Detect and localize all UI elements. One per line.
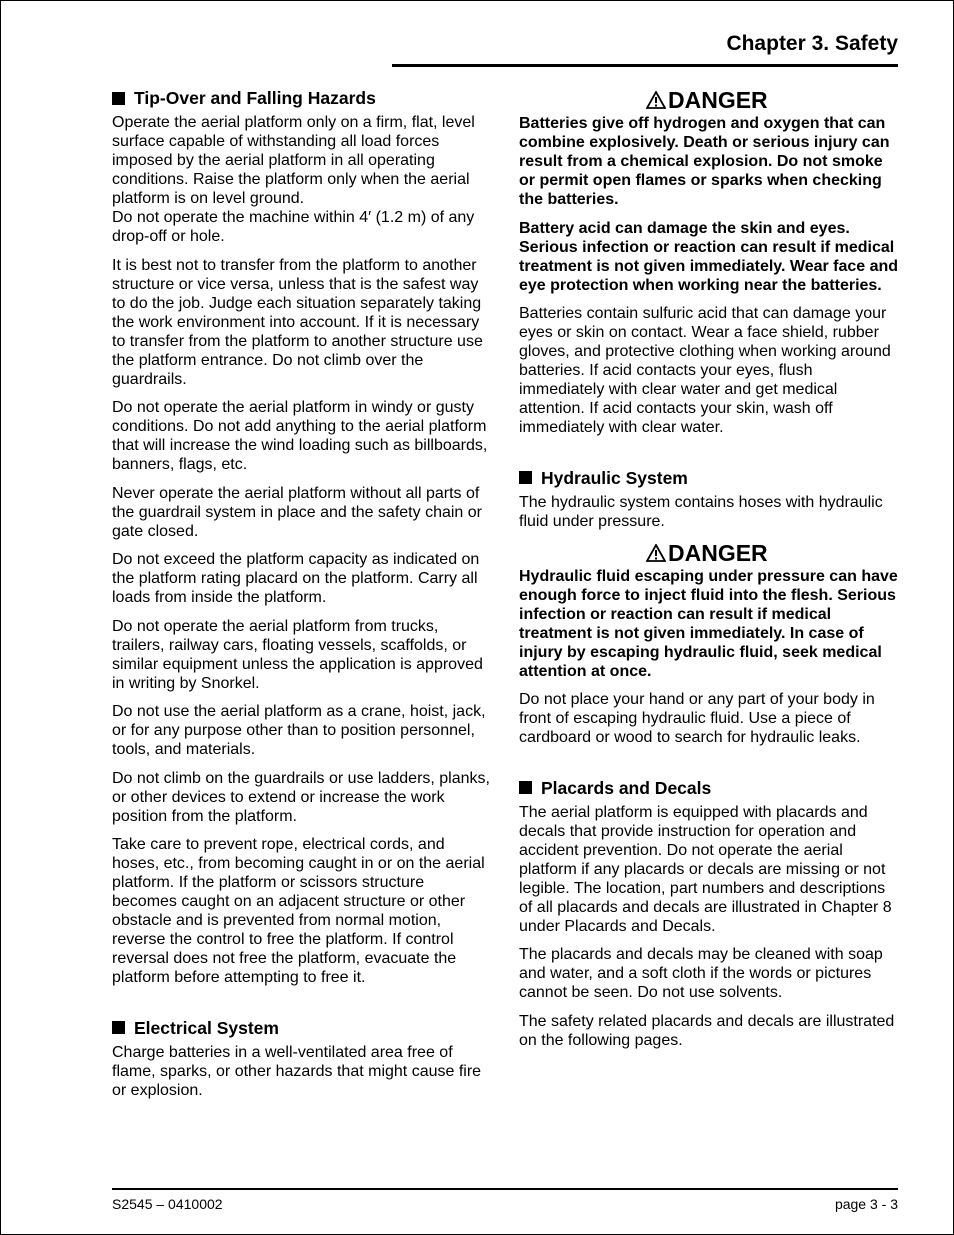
paragraph: The aerial platform is equipped with placards and decals that provide instruction for operation and accident prevention. Do not operate the aerial platform if any placards or decals are missing or not legible. The location, part numbers and descriptions of all placards and decals are illustrated in Chapter 8 under Placards and Decals. bbox=[519, 803, 892, 935]
section-heading-hydraulic: Hydraulic System bbox=[519, 468, 899, 488]
paragraph: The hydraulic system contains hoses with hydraulic fluid under pressure. bbox=[519, 493, 883, 530]
warning-triangle-icon bbox=[646, 544, 666, 562]
paragraph: The safety related placards and decals are illustrated on the following pages. bbox=[519, 1012, 895, 1049]
warning-triangle-icon bbox=[646, 91, 666, 109]
right-column bbox=[519, 88, 899, 1059]
danger-text: Hydraulic fluid escaping under pressure can have enough force to inject fluid into the flesh. Serious infection or reaction can result if medical treatment is not given immediately. In case of injury by escaping hydraulic fluid, seek medical attention at once. bbox=[519, 567, 898, 680]
section-heading-placards: Placards and Decals bbox=[519, 778, 899, 798]
paragraph: Do not operate the aerial platform from trucks, trailers, railway cars, floating vessels, scaffolds, or similar equipment unless the application is approved in writing by Snorkel. bbox=[112, 617, 483, 692]
paragraph: Batteries contain sulfuric acid that can damage your eyes or skin on contact. Wear a face shield, rubber gloves, and protective clothing when working around batteries. If acid contacts your eyes, flush immediately with clear water and get medical attention. If acid contacts your skin, wash off immediately with clear water. bbox=[519, 305, 891, 436]
square-bullet-icon bbox=[112, 92, 125, 105]
left-column bbox=[112, 88, 492, 1109]
paragraph: Never operate the aerial platform without all parts of the guardrail system in place and the safety chain or gate closed. bbox=[112, 484, 482, 540]
document-number: S2545 – 0410002 bbox=[112, 1196, 223, 1212]
danger-text: Batteries give off hydrogen and oxygen that can combine explosively. Death or serious injury can result from a chemical explosion. Do not smoke or permit open flames or sparks when checking the batteries. bbox=[519, 115, 890, 208]
paragraph: Operate the aerial platform only on a firm, flat, level surface capable of withstanding all load forces imposed by the aerial platform in all operating conditions. Raise the platform only when the aerial platform is on level ground. bbox=[112, 114, 475, 207]
paragraph: Do not climb on the guardrails or use ladders, planks, or other devices to extend or increase the work position from the platform. bbox=[112, 769, 490, 825]
chapter-title: Chapter 3. Safety bbox=[726, 32, 898, 55]
square-bullet-icon bbox=[519, 471, 532, 484]
square-bullet-icon bbox=[112, 1021, 125, 1034]
danger-heading: DANGER bbox=[646, 541, 899, 565]
danger-text: Battery acid can damage the skin and eyes. Serious infection or reaction can result if medical treatment is not given immediately. Wear face and eye protection when working near the batteries. bbox=[519, 219, 899, 294]
section-heading-electrical: Electrical System bbox=[112, 1018, 492, 1038]
paragraph: Do not exceed the platform capacity as indicated on the platform rating placard on the platform. Carry all loads from inside the platform. bbox=[112, 551, 480, 606]
paragraph: Do not operate the machine within 4′ (1.2 m) of any drop-off or hole. bbox=[112, 209, 475, 245]
paragraph: Do not operate the aerial platform in windy or gusty conditions. Do not add anything to the aerial platform that will increase the wind loading such as billboards, banners, flags, etc. bbox=[112, 399, 488, 473]
paragraph: Charge batteries in a well-ventilated area free of flame, sparks, or other hazards that might cause fire or explosion. bbox=[112, 1043, 482, 1099]
page-number: page 3 - 3 bbox=[834, 1196, 898, 1212]
paragraph: It is best not to transfer from the platform to another structure or vice versa, unless that is the safest way to do the job. Judge each situation separately taking the work environment into account. If it is necessary to transfer from the platform to another structure use the platform entrance. Do not climb over the guardrails. bbox=[112, 256, 483, 388]
square-bullet-icon bbox=[519, 781, 532, 794]
footer-rule bbox=[112, 1188, 898, 1190]
paragraph: Take care to prevent rope, electrical cords, and hoses, etc., from becoming caught in or on the aerial platform. If the platform or scissors structure becomes caught on an adjacent structure or other obstacle and is prevented from normal motion, reverse the control to free the platform. If control reversal does not free the platform, evacuate the platform before attempting to free it. bbox=[112, 836, 485, 986]
section-heading-tip-over: Tip-Over and Falling Hazards bbox=[112, 88, 492, 108]
danger-heading: DANGER bbox=[646, 88, 899, 112]
paragraph: The placards and decals may be cleaned with soap and water, and a soft cloth if the words or pictures cannot be seen. Do not use solvents. bbox=[519, 946, 883, 1001]
paragraph: Do not use the aerial platform as a crane, hoist, jack, or for any purpose other than to position personnel, tools, and materials. bbox=[112, 703, 486, 758]
paragraph: Do not place your hand or any part of your body in front of escaping hydraulic fluid. Use a piece of cardboard or wood to search for hydraulic leaks. bbox=[519, 691, 875, 746]
header-rule bbox=[392, 64, 898, 67]
